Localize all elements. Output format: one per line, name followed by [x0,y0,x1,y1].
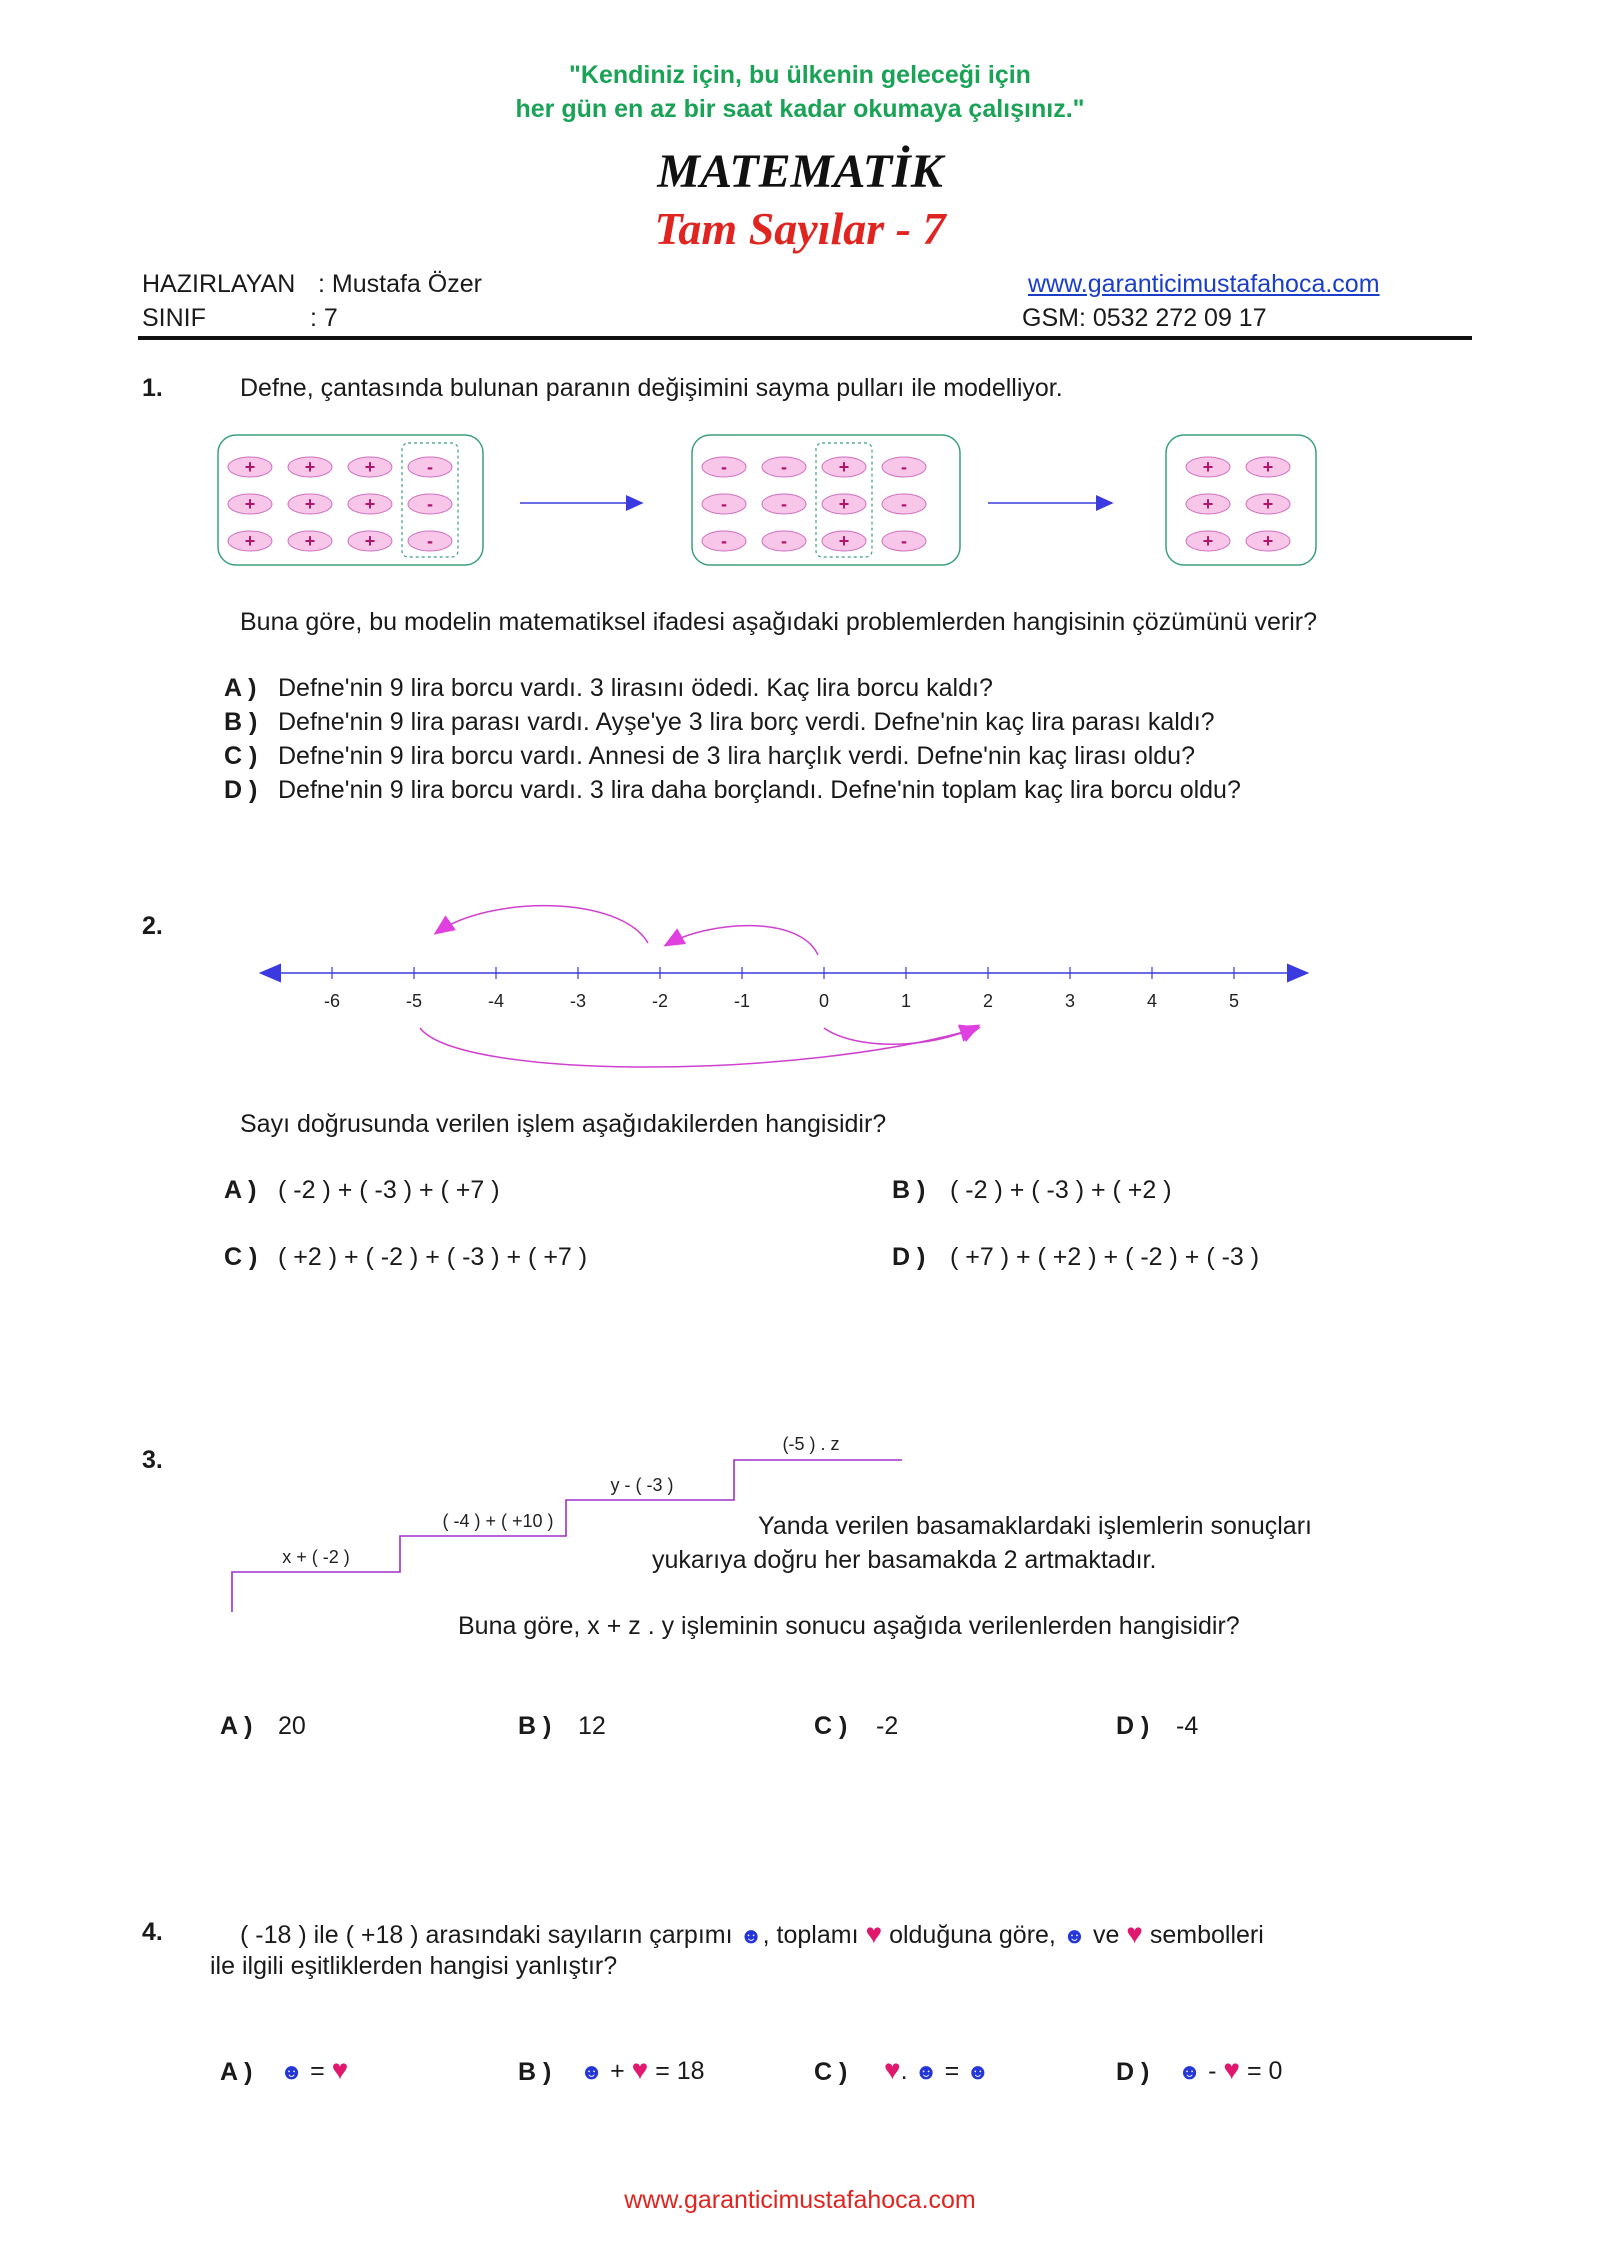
operator: . [900,2057,915,2085]
q2-option-c-letter[interactable]: C ) [224,1243,258,1271]
q4-text-part-a: ( -18 ) ile ( +18 ) arasındaki sayıların çarpımı [240,1921,733,1949]
tick-label: 4 [1146,991,1158,1011]
q1-counter-model [210,425,1340,570]
jump-arc-minus-3 [436,906,648,943]
counter-sign: - [721,531,727,551]
step-2-label: ( -4 ) + ( +10 ) [442,1511,554,1531]
author-value: : Mustafa Özer [318,270,482,298]
counter-sign: + [364,531,376,551]
q1-number: 1. [142,374,163,402]
counter-sign: + [304,494,316,514]
q1-option-b-letter[interactable]: B ) [224,708,258,736]
counter-sign: + [838,457,850,477]
smiley-icon: ☻ [580,2059,604,2084]
operator: = [937,2057,967,2085]
q2-option-b-letter[interactable]: B ) [892,1176,926,1204]
q4-text-part-c: olduğuna göre, [889,1921,1056,1949]
q4-option-d-letter[interactable]: D ) [1116,2058,1150,2086]
q3-option-d-letter[interactable]: D ) [1116,1712,1150,1740]
q2-option-b-text[interactable]: ( -2 ) + ( -3 ) + ( +2 ) [950,1176,1172,1204]
q3-option-d-text[interactable]: -4 [1176,1712,1199,1740]
q1-option-a-text[interactable]: Defne'nin 9 lira borcu vardı. 3 lirasını ödedi. Kaç lira borcu kaldı? [278,674,993,702]
tick-label: -6 [323,991,341,1011]
q2-number-line [240,895,1320,1095]
heart-icon: ♥ [631,2054,649,2085]
q4-option-a-text[interactable] [280,2054,348,2086]
tick-label: -4 [487,991,505,1011]
q4-option-c-letter[interactable]: C ) [814,2058,848,2086]
tick-label: 0 [818,991,830,1011]
tick-label: -1 [733,991,751,1011]
heart-icon: ♥ [884,2054,901,2085]
tick-label: -3 [569,991,587,1011]
counter-sign: + [304,457,316,477]
q1-option-d-text[interactable]: Defne'nin 9 lira borcu vardı. 3 lira daha borçlandı. Defne'nin toplam kaç lira borcu oldu? [278,776,1241,804]
q2-option-a-letter[interactable]: A ) [224,1176,257,1204]
smiley-icon: ☻ [739,1923,763,1948]
counter-sign: - [781,494,787,514]
q3-description-line-2: yukarıya doğru her basamakda 2 artmaktadır. [652,1546,1157,1574]
q4-option-a-letter[interactable]: A ) [220,2058,253,2086]
class-label: SINIF [142,304,206,332]
q2-option-d-text[interactable]: ( +7 ) + ( +2 ) + ( -2 ) + ( -3 ) [950,1243,1260,1271]
q3-number: 3. [142,1446,163,1474]
counter-sign: + [838,494,850,514]
motto-line-1: "Kendiniz için, bu ülkenin geleceği için [569,61,1031,89]
q4-option-c-text[interactable] [884,2054,989,2086]
smiley-icon: ☻ [914,2059,938,2084]
result: = 0 [1240,2057,1283,2085]
q4-option-d-text[interactable] [1178,2054,1282,2086]
counter-sign: + [1202,531,1214,551]
counter-sign: + [244,457,256,477]
header-phone: GSM: 0532 272 09 17 [1022,304,1267,332]
q1-text: Defne, çantasında bulunan paranın değişimini sayma pulları ile modelliyor. [240,374,1063,402]
tick-label: 5 [1228,991,1240,1011]
counter-sign: + [838,531,850,551]
counter-sign: - [901,531,907,551]
counter-sign: + [244,494,256,514]
footer-website-link[interactable]: www.garanticimustafahoca.com [624,2186,976,2214]
q2-option-a-text[interactable]: ( -2 ) + ( -3 ) + ( +7 ) [278,1176,500,1204]
tick-label: -2 [651,991,669,1011]
q1-option-a-letter[interactable]: A ) [224,674,257,702]
q2-number: 2. [142,912,163,940]
q3-option-a-text[interactable]: 20 [278,1712,306,1740]
tick-label: -5 [405,991,423,1011]
q4-text-part-d: ve [1092,1921,1120,1949]
q4-text-part-b: , toplamı [762,1921,859,1949]
step-4-label: (-5 ) . z [782,1434,840,1454]
q3-description-line-1: Yanda verilen basamaklardaki işlemlerin sonuçları [758,1512,1312,1540]
q4-text-line-2: ile ilgili eşitliklerden hangisi yanlıştır? [210,1952,618,1980]
counter-sign: + [1202,457,1214,477]
q1-option-c-letter[interactable]: C ) [224,742,258,770]
q3-option-a-letter[interactable]: A ) [220,1712,253,1740]
smiley-icon: ☻ [1062,1923,1086,1948]
counter-sign: + [1262,531,1274,551]
counter-sign: - [781,457,787,477]
counter-sign: - [721,494,727,514]
q1-question: Buna göre, bu modelin matematiksel ifadesi aşağıdaki problemlerden hangisinin çözümünü verir? [240,608,1317,636]
q4-option-b-text[interactable] [580,2054,705,2086]
heart-icon: ♥ [1126,1918,1143,1949]
page-subtitle: Tam Sayılar - 7 [654,203,946,254]
author-label: HAZIRLAYAN [142,270,296,298]
q2-option-c-text[interactable]: ( +2 ) + ( -2 ) + ( -3 ) + ( +7 ) [278,1243,588,1271]
jump-arc-minus-2 [666,926,818,955]
q1-option-d-letter[interactable]: D ) [224,776,258,804]
q4-number: 4. [142,1918,163,1946]
counter-sign: - [781,531,787,551]
tick-label: 1 [900,991,912,1011]
tick-label: 3 [1064,991,1076,1011]
counter-sign: + [1202,494,1214,514]
step-3-label: y - ( -3 ) [610,1475,674,1495]
class-value: : 7 [310,304,338,332]
q3-option-c-letter[interactable]: C ) [814,1712,848,1740]
counter-sign: - [721,457,727,477]
counter-sign: + [1262,494,1274,514]
heart-icon: ♥ [331,2054,349,2085]
counter-sign: + [244,531,256,551]
counter-sign: - [901,457,907,477]
motto-line-2: her gün en az bir saat kadar okumaya çalışınız." [515,95,1085,123]
jump-arc-plus-2 [824,1026,978,1044]
q3-option-b-text[interactable]: 12 [578,1712,606,1740]
operator: - [1201,2057,1224,2085]
tick-label: 2 [982,991,994,1011]
counter-sign: - [427,531,433,551]
page-title: MATEMATİK [657,145,943,198]
q4-text-line-1 [240,1918,1264,1950]
smiley-icon: ☻ [280,2059,304,2084]
counter-sign: + [364,494,376,514]
counter-sign: + [1262,457,1274,477]
q1-option-c-text[interactable]: Defne'nin 9 lira borcu vardı. Annesi de 3 lira harçlık verdi. Defne'nin kaç lirası oldu? [278,742,1195,770]
counter-sign: - [427,457,433,477]
jump-arc-plus-7 [420,1028,978,1067]
header-divider [138,336,1472,340]
q4-text-part-e: sembolleri [1149,1921,1264,1949]
header-website-link[interactable]: www.garanticimustafahoca.com [1028,270,1380,298]
counter-sign: + [364,457,376,477]
q3-question: Buna göre, x + z . y işleminin sonucu aşağıda verilenlerden hangisidir? [458,1612,1240,1640]
q1-option-b-text[interactable]: Defne'nin 9 lira parası vardı. Ayşe'ye 3 lira borç verdi. Defne'nin kaç lira parası kaldı? [278,708,1215,736]
heart-icon: ♥ [1223,2054,1240,2085]
heart-icon: ♥ [865,1918,883,1949]
q2-option-d-letter[interactable]: D ) [892,1243,926,1271]
smiley-icon: ☻ [1178,2059,1202,2084]
result: = 18 [648,2057,705,2085]
smiley-icon: ☻ [966,2059,990,2084]
counter-sign: + [304,531,316,551]
operator: = [303,2057,332,2085]
operator: + [603,2057,632,2085]
q3-option-c-text[interactable]: -2 [876,1712,899,1740]
step-1-label: x + ( -2 ) [282,1547,350,1567]
q2-question: Sayı doğrusunda verilen işlem aşağıdakilerden hangisidir? [240,1110,887,1138]
q3-option-b-letter[interactable]: B ) [518,1712,552,1740]
q4-option-b-letter[interactable]: B ) [518,2058,552,2086]
counter-sign: - [901,494,907,514]
counter-sign: - [427,494,433,514]
